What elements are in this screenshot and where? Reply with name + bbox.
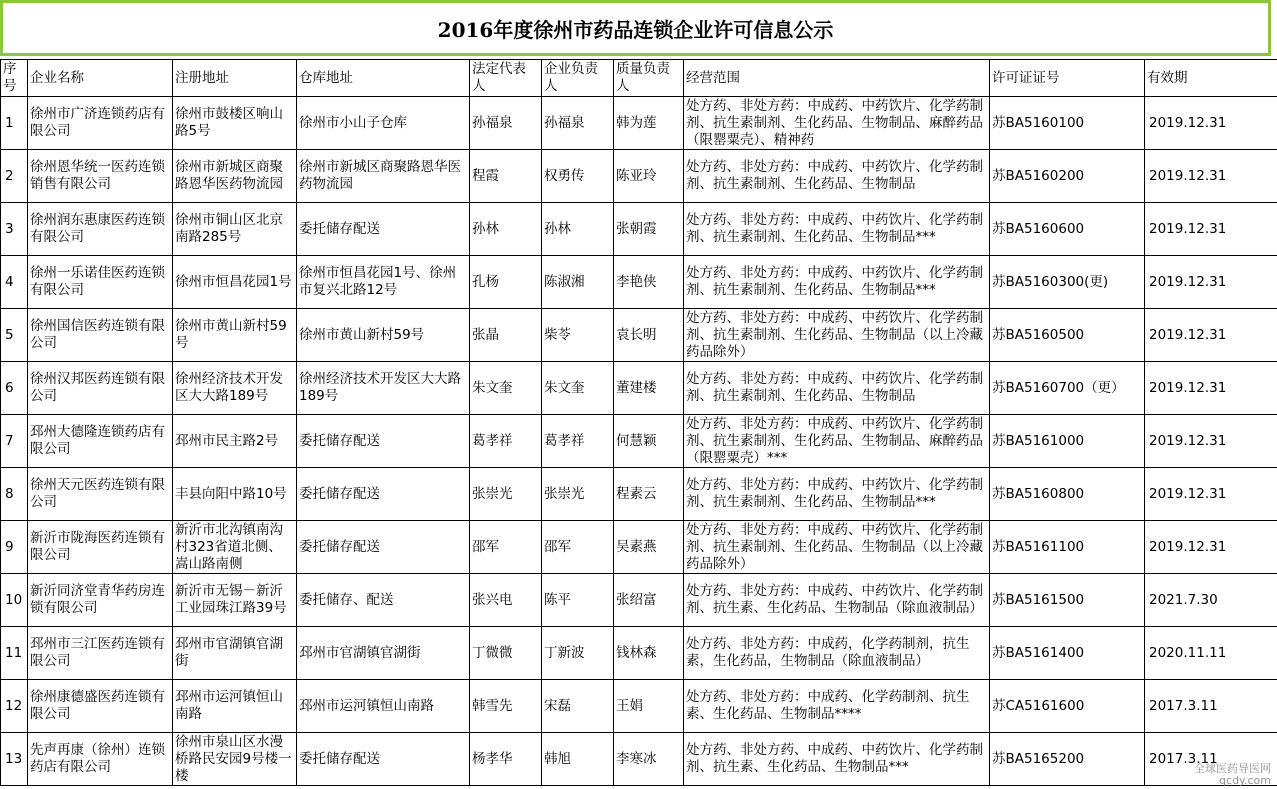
quality-head: 何慧颖 — [616, 432, 657, 449]
legal-representative: 韩雪先 — [472, 697, 513, 714]
license-number: 苏CA5161600 — [992, 697, 1085, 714]
quality-head: 李寒冰 — [616, 750, 657, 767]
company-name: 徐州市广济连锁药店有限公司 — [30, 106, 165, 139]
table-cell[interactable] — [614, 150, 684, 203]
column-header-label: 仓库地址 — [299, 69, 353, 86]
table-cell[interactable] — [1, 256, 28, 309]
table-cell[interactable] — [173, 574, 297, 627]
column-header[interactable] — [470, 60, 542, 97]
table-cell[interactable] — [1145, 574, 1277, 627]
validity-date: 2019.12.31 — [1149, 167, 1227, 184]
table-cell[interactable] — [470, 203, 542, 256]
column-header-label: 法定代表人 — [472, 61, 526, 94]
validity-date: 2017.3.11 — [1149, 750, 1218, 767]
table-cell[interactable] — [173, 415, 297, 468]
table-cell[interactable] — [1, 627, 28, 680]
business-scope: 处方药、非处方药：中成药、中药饮片、化学药制剂、抗生素制剂、生化药品、生物制品、麻醉药品（限罂粟壳）、精神药 — [686, 97, 983, 148]
table-cell[interactable] — [684, 97, 990, 150]
table-cell[interactable] — [470, 627, 542, 680]
table-cell[interactable] — [470, 733, 542, 786]
company-name: 徐州恩华统一医药连锁销售有限公司 — [30, 159, 165, 192]
table-cell[interactable] — [542, 468, 614, 521]
column-header[interactable] — [684, 60, 990, 97]
quality-head: 袁长明 — [616, 326, 657, 343]
table-cell[interactable] — [614, 256, 684, 309]
table-cell[interactable] — [470, 468, 542, 521]
table-cell[interactable] — [297, 203, 470, 256]
table-cell[interactable] — [297, 680, 470, 733]
warehouse-address: 徐州市黄山新村59号 — [299, 326, 425, 343]
legal-representative: 程霞 — [472, 167, 499, 184]
business-scope: 处方药、非处方药：中成药、中药饮片、化学药制剂、抗生素制剂、生化药品、生物制品 — [686, 159, 983, 192]
table-row[interactable] — [1, 468, 1277, 521]
table-cell[interactable] — [684, 203, 990, 256]
warehouse-address: 徐州市新城区商聚路恩华医药物流园 — [299, 159, 461, 192]
table-cell[interactable] — [614, 415, 684, 468]
table-cell[interactable] — [28, 150, 173, 203]
enterprise-head: 孙林 — [544, 220, 571, 237]
registered-address: 徐州经济技术开发区大大路189号 — [175, 371, 283, 404]
registered-address: 徐州市黄山新村59号 — [175, 318, 287, 351]
validity-date: 2019.12.31 — [1149, 273, 1227, 290]
company-name: 邳州市三江医药连锁有限公司 — [30, 636, 165, 669]
table-cell[interactable] — [990, 362, 1145, 415]
table-cell[interactable] — [990, 627, 1145, 680]
warehouse-address: 徐州经济技术开发区大大路189号 — [299, 371, 461, 404]
enterprise-head: 陈平 — [544, 591, 571, 608]
registered-address: 徐州市新城区商聚路恩华医药物流园 — [175, 159, 283, 192]
table-row[interactable] — [1, 733, 1277, 786]
table-cell[interactable] — [28, 468, 173, 521]
table-cell[interactable] — [1, 468, 28, 521]
table-cell[interactable] — [28, 521, 173, 574]
enterprise-head: 朱文奎 — [544, 379, 585, 396]
table-cell[interactable] — [684, 256, 990, 309]
table-cell[interactable] — [542, 97, 614, 150]
table-cell[interactable] — [990, 680, 1145, 733]
warehouse-address: 邳州市官湖镇官湖街 — [299, 644, 421, 661]
enterprise-head: 张崇光 — [544, 485, 585, 502]
registered-address: 新沂市无锡－新沂工业园珠江路39号 — [175, 583, 287, 616]
table-cell[interactable] — [470, 574, 542, 627]
table-cell[interactable] — [1, 521, 28, 574]
table-cell[interactable] — [297, 733, 470, 786]
table-row[interactable] — [1, 150, 1277, 203]
table-row[interactable] — [1, 574, 1277, 627]
table-cell[interactable] — [1145, 256, 1277, 309]
table-cell[interactable] — [173, 97, 297, 150]
column-header-label: 企业名称 — [30, 69, 84, 86]
column-header-label: 企业负责人 — [544, 61, 598, 94]
table-cell[interactable] — [684, 150, 990, 203]
business-scope: 处方药、非处方药：中成药、中药饮片、化学药制剂、抗生素制剂、生化药品、生物制品、麻醉药品（限罂粟壳）*** — [686, 415, 983, 466]
table-cell[interactable] — [297, 574, 470, 627]
table-row[interactable] — [1, 256, 1277, 309]
enterprise-head: 柴苓 — [544, 326, 571, 343]
table-cell[interactable] — [542, 362, 614, 415]
legal-representative: 杨孝华 — [472, 750, 513, 767]
table-cell[interactable] — [542, 203, 614, 256]
quality-head: 韩为莲 — [616, 114, 657, 131]
table-cell[interactable] — [542, 574, 614, 627]
table-cell[interactable] — [28, 97, 173, 150]
registered-address: 丰县向阳中路10号 — [175, 485, 287, 502]
license-number: 苏BA5160800 — [992, 485, 1085, 502]
license-number: 苏BA5161500 — [992, 591, 1085, 608]
table-cell[interactable] — [542, 150, 614, 203]
enterprise-head: 陈淑湘 — [544, 273, 585, 290]
legal-representative: 朱文奎 — [472, 379, 513, 396]
row-number: 1 — [5, 114, 14, 131]
table-cell[interactable] — [614, 574, 684, 627]
table-row[interactable] — [1, 627, 1277, 680]
column-header-label: 质量负责人 — [616, 61, 670, 94]
table-cell[interactable] — [614, 362, 684, 415]
table-row[interactable] — [1, 203, 1277, 256]
row-number: 3 — [5, 220, 14, 237]
legal-representative: 孙林 — [472, 220, 499, 237]
table-cell[interactable] — [173, 733, 297, 786]
warehouse-address: 徐州市恒昌花园1号、徐州市复兴北路12号 — [299, 265, 457, 298]
company-name: 徐州润东惠康医药连锁有限公司 — [30, 212, 165, 245]
enterprise-head: 韩旭 — [544, 750, 571, 767]
table-cell[interactable] — [28, 362, 173, 415]
table-cell[interactable] — [614, 733, 684, 786]
table-cell[interactable] — [470, 362, 542, 415]
table-cell[interactable] — [614, 203, 684, 256]
business-scope: 处方药、非处方药：中成药、中药饮片、化学药制剂、抗生素、生化药品、生物制品（除血液制品） — [686, 583, 983, 616]
column-header[interactable] — [1145, 60, 1277, 97]
registered-address: 徐州市恒昌花园1号 — [175, 273, 292, 290]
warehouse-address: 委托储存配送 — [299, 432, 380, 449]
row-number: 5 — [5, 326, 14, 343]
enterprise-head: 葛孝祥 — [544, 432, 585, 449]
business-scope: 处方药、非处方药：中成药、中药饮片、化学药制剂、抗生素制剂、生化药品、生物制品*** — [686, 265, 983, 298]
table-cell[interactable] — [28, 415, 173, 468]
table-cell[interactable] — [684, 627, 990, 680]
validity-date: 2019.12.31 — [1149, 326, 1227, 343]
table-row[interactable] — [1, 680, 1277, 733]
table-cell[interactable] — [28, 309, 173, 362]
table-cell[interactable] — [542, 415, 614, 468]
table-cell[interactable] — [1, 680, 28, 733]
business-scope: 处方药、非处方药：中成药、中药饮片、化学药制剂、抗生素制剂、生化药品、生物制品（以上冷藏药品除外） — [686, 309, 983, 360]
validity-date: 2019.12.31 — [1149, 114, 1227, 131]
table-cell[interactable] — [1, 733, 28, 786]
table-cell[interactable] — [297, 150, 470, 203]
company-name: 新沂市陇海医药连锁有限公司 — [30, 530, 165, 563]
table-cell[interactable] — [470, 97, 542, 150]
column-header-label: 经营范围 — [686, 69, 740, 86]
registered-address: 新沂市北沟镇南沟村323省道北侧、嵩山路南侧 — [175, 521, 283, 572]
legal-representative: 张崇光 — [472, 485, 513, 502]
table-cell[interactable] — [1145, 627, 1277, 680]
table-cell[interactable] — [1145, 203, 1277, 256]
table-cell[interactable] — [28, 733, 173, 786]
table-cell[interactable] — [1145, 309, 1277, 362]
registered-address: 徐州市鼓楼区响山路5号 — [175, 106, 283, 139]
legal-representative: 张晶 — [472, 326, 499, 343]
validity-date: 2019.12.31 — [1149, 432, 1227, 449]
business-scope: 处方药、非处方药、中成药、中药饮片、化学药制剂、抗生素、生化药品、生物制品*** — [686, 742, 983, 775]
license-number: 苏BA5160600 — [992, 220, 1085, 237]
quality-head: 王娟 — [616, 697, 643, 714]
row-number: 12 — [5, 697, 23, 714]
table-cell[interactable] — [990, 521, 1145, 574]
validity-date: 2020.11.11 — [1149, 644, 1227, 661]
business-scope: 处方药、非处方药：中成药、中药饮片、化学药制剂、抗生素制剂、生化药品、生物制品*** — [686, 477, 983, 510]
enterprise-head: 孙福泉 — [544, 114, 585, 131]
column-header[interactable] — [542, 60, 614, 97]
row-number: 6 — [5, 379, 14, 396]
license-number: 苏BA5161100 — [992, 538, 1085, 555]
table-cell[interactable] — [684, 415, 990, 468]
quality-head: 张朝霞 — [616, 220, 657, 237]
table-cell[interactable] — [297, 256, 470, 309]
table-cell[interactable] — [542, 256, 614, 309]
company-name: 徐州国信医药连锁有限公司 — [30, 318, 165, 351]
warehouse-address: 委托储存配送 — [299, 538, 380, 555]
row-number: 2 — [5, 167, 14, 184]
business-scope: 处方药、非处方药：中成药、化学药制剂、抗生素、生化药品、生物制品**** — [686, 689, 970, 722]
table-cell[interactable] — [990, 574, 1145, 627]
enterprise-head: 宋磊 — [544, 697, 571, 714]
license-number: 苏BA5161400 — [992, 644, 1085, 661]
table-cell[interactable] — [684, 309, 990, 362]
table-cell[interactable] — [173, 309, 297, 362]
business-scope: 处方药、非处方药：中成药、中药饮片、化学药制剂、抗生素制剂、生化药品、生物制品*** — [686, 212, 983, 245]
table-cell[interactable] — [470, 680, 542, 733]
table-cell[interactable] — [614, 309, 684, 362]
row-number: 10 — [5, 591, 23, 608]
table-cell[interactable] — [1, 150, 28, 203]
table-cell[interactable] — [1145, 97, 1277, 150]
table-cell[interactable] — [297, 362, 470, 415]
row-number: 13 — [5, 750, 23, 767]
watermark-line1: 全球医药导医网 — [1194, 762, 1271, 775]
quality-head: 钱林森 — [616, 644, 657, 661]
table-cell[interactable] — [1, 309, 28, 362]
watermark — [1194, 763, 1271, 787]
legal-representative: 邵军 — [472, 538, 499, 555]
company-name: 徐州天元医药连锁有限公司 — [30, 477, 165, 510]
legal-representative: 丁微微 — [472, 644, 513, 661]
row-number: 7 — [5, 432, 14, 449]
table-cell[interactable] — [1, 97, 28, 150]
table-cell[interactable] — [173, 203, 297, 256]
quality-head: 张绍富 — [616, 591, 657, 608]
table-cell[interactable] — [614, 680, 684, 733]
business-scope: 处方药、非处方药：中成药、中药饮片、化学药制剂、抗生素制剂、生化药品、生物制品（以上冷藏药品除外） — [686, 521, 983, 572]
warehouse-address: 邳州市运河镇恒山南路 — [299, 697, 434, 714]
table-row[interactable] — [1, 415, 1277, 468]
table-cell[interactable] — [1, 203, 28, 256]
quality-head: 董建楼 — [616, 379, 657, 396]
column-header-label: 注册地址 — [175, 69, 229, 86]
table-cell[interactable] — [542, 680, 614, 733]
legal-representative: 孙福泉 — [472, 114, 513, 131]
enterprise-head: 邵军 — [544, 538, 571, 555]
company-name: 邳州大德隆连锁药店有限公司 — [30, 424, 165, 457]
column-header[interactable] — [1, 60, 28, 97]
validity-date: 2019.12.31 — [1149, 220, 1227, 237]
column-header[interactable] — [614, 60, 684, 97]
column-header[interactable] — [297, 60, 470, 97]
table-cell[interactable] — [542, 733, 614, 786]
registered-address: 邳州市官湖镇官湖街 — [175, 636, 283, 669]
table-cell[interactable] — [28, 256, 173, 309]
quality-head: 吴素燕 — [616, 538, 657, 555]
registered-address: 徐州市铜山区北京南路285号 — [175, 212, 283, 245]
legal-representative: 孔杨 — [472, 273, 499, 290]
row-number: 11 — [5, 644, 23, 661]
registered-address: 徐州市泉山区水漫桥路民安园9号楼一楼 — [175, 733, 292, 784]
table-cell[interactable] — [684, 362, 990, 415]
table-cell[interactable] — [542, 627, 614, 680]
table-cell[interactable] — [990, 150, 1145, 203]
table-cell[interactable] — [1145, 362, 1277, 415]
table-cell[interactable] — [173, 521, 297, 574]
table-cell[interactable] — [1, 574, 28, 627]
validity-date: 2019.12.31 — [1149, 485, 1227, 502]
table-cell[interactable] — [990, 256, 1145, 309]
table-cell[interactable] — [173, 680, 297, 733]
header-row — [1, 60, 1277, 97]
column-header[interactable] — [28, 60, 173, 97]
registered-address: 邳州市民主路2号 — [175, 432, 279, 449]
table-cell[interactable] — [297, 468, 470, 521]
license-number: 苏BA5160300(更) — [992, 273, 1109, 290]
table-row[interactable] — [1, 521, 1277, 574]
table-cell[interactable] — [1145, 680, 1277, 733]
table-cell[interactable] — [542, 521, 614, 574]
company-name: 徐州一乐诺佳医药连锁有限公司 — [30, 265, 165, 298]
warehouse-address: 委托储存配送 — [299, 485, 380, 502]
table-cell[interactable] — [990, 309, 1145, 362]
column-header[interactable] — [990, 60, 1145, 97]
quality-head: 陈亚玲 — [616, 167, 657, 184]
license-number: 苏BA5161000 — [992, 432, 1085, 449]
validity-date: 2019.12.31 — [1149, 538, 1227, 555]
table-cell[interactable] — [990, 468, 1145, 521]
row-number: 8 — [5, 485, 14, 502]
table-cell[interactable] — [1145, 468, 1277, 521]
table-cell[interactable] — [28, 680, 173, 733]
table-cell[interactable] — [684, 733, 990, 786]
company-name: 徐州康德盛医药连锁有限公司 — [30, 689, 165, 722]
watermark-line2: qcdy.com — [1219, 774, 1271, 787]
legal-representative: 葛孝祥 — [472, 432, 513, 449]
enterprise-head: 权勇传 — [544, 167, 585, 184]
company-name: 新沂同济堂青华药房连锁有限公司 — [30, 583, 165, 616]
table-cell[interactable] — [990, 415, 1145, 468]
table-cell[interactable] — [297, 627, 470, 680]
warehouse-address: 委托储存配送 — [299, 220, 380, 237]
table-row[interactable] — [1, 309, 1277, 362]
license-table — [0, 59, 1277, 786]
license-number: 苏BA5160700（更） — [992, 379, 1125, 396]
warehouse-address: 徐州市小山子仓库 — [299, 114, 407, 131]
table-cell[interactable] — [470, 309, 542, 362]
table-cell[interactable] — [297, 415, 470, 468]
table-row[interactable] — [1, 362, 1277, 415]
table-cell[interactable] — [990, 733, 1145, 786]
table-cell[interactable] — [470, 256, 542, 309]
table-cell[interactable] — [614, 97, 684, 150]
table-cell[interactable] — [1145, 150, 1277, 203]
column-header-label: 序号 — [3, 61, 17, 94]
table-row[interactable] — [1, 97, 1277, 150]
warehouse-address: 委托储存配送 — [299, 750, 380, 767]
table-cell[interactable] — [614, 627, 684, 680]
business-scope: 处方药、非处方药：中成药、中药饮片、化学药制剂、抗生素制剂、生化药品、生物制品 — [686, 371, 983, 404]
table-cell[interactable] — [542, 309, 614, 362]
license-number: 苏BA5160100 — [992, 114, 1085, 131]
table-cell[interactable] — [297, 97, 470, 150]
table-cell[interactable] — [614, 468, 684, 521]
table-cell[interactable] — [684, 574, 990, 627]
business-scope: 处方药、非处方药：中成药，化学药制剂，抗生素，生化药品，生物制品（除血液制品） — [686, 636, 970, 669]
license-number: 苏BA5160500 — [992, 326, 1085, 343]
company-name: 徐州汉邦医药连锁有限公司 — [30, 371, 165, 404]
license-number: 苏BA5160200 — [992, 167, 1085, 184]
table-cell[interactable] — [1145, 521, 1277, 574]
quality-head: 程素云 — [616, 485, 657, 502]
sheet-title: 2016年度徐州市药品连锁企业许可信息公示 — [437, 17, 834, 42]
column-header[interactable] — [173, 60, 297, 97]
registered-address: 邳州市运河镇恒山南路 — [175, 689, 283, 722]
sheet-title-bar — [0, 0, 1271, 56]
table-cell[interactable] — [990, 97, 1145, 150]
column-header-label: 许可证证号 — [992, 69, 1060, 86]
table-cell[interactable] — [470, 415, 542, 468]
column-header-label: 有效期 — [1147, 69, 1188, 86]
validity-date: 2021.7.30 — [1149, 591, 1218, 608]
company-name: 先声再康（徐州）连锁药店有限公司 — [30, 742, 165, 775]
table-cell[interactable] — [173, 627, 297, 680]
enterprise-head: 丁新波 — [544, 644, 585, 661]
validity-date: 2017.3.11 — [1149, 697, 1218, 714]
table-cell[interactable] — [470, 150, 542, 203]
table-cell[interactable] — [28, 627, 173, 680]
table-cell[interactable] — [684, 521, 990, 574]
license-number: 苏BA5165200 — [992, 750, 1085, 767]
warehouse-address: 委托储存、配送 — [299, 591, 394, 608]
table-cell[interactable] — [28, 203, 173, 256]
table-cell[interactable] — [1145, 415, 1277, 468]
table-cell[interactable] — [173, 468, 297, 521]
table-cell[interactable] — [28, 574, 173, 627]
table-cell[interactable] — [173, 362, 297, 415]
table-cell[interactable] — [173, 150, 297, 203]
table-cell[interactable] — [684, 680, 990, 733]
row-number: 4 — [5, 273, 14, 290]
table-cell[interactable] — [1, 362, 28, 415]
table-cell[interactable] — [173, 256, 297, 309]
table-cell[interactable] — [1, 415, 28, 468]
table-cell[interactable] — [684, 468, 990, 521]
table-cell[interactable] — [297, 309, 470, 362]
table-cell[interactable] — [470, 521, 542, 574]
table-cell[interactable] — [297, 521, 470, 574]
quality-head: 李艳侠 — [616, 273, 657, 290]
legal-representative: 张兴电 — [472, 591, 513, 608]
table-cell[interactable] — [614, 521, 684, 574]
table-cell[interactable] — [990, 203, 1145, 256]
row-number: 9 — [5, 538, 14, 555]
validity-date: 2019.12.31 — [1149, 379, 1227, 396]
